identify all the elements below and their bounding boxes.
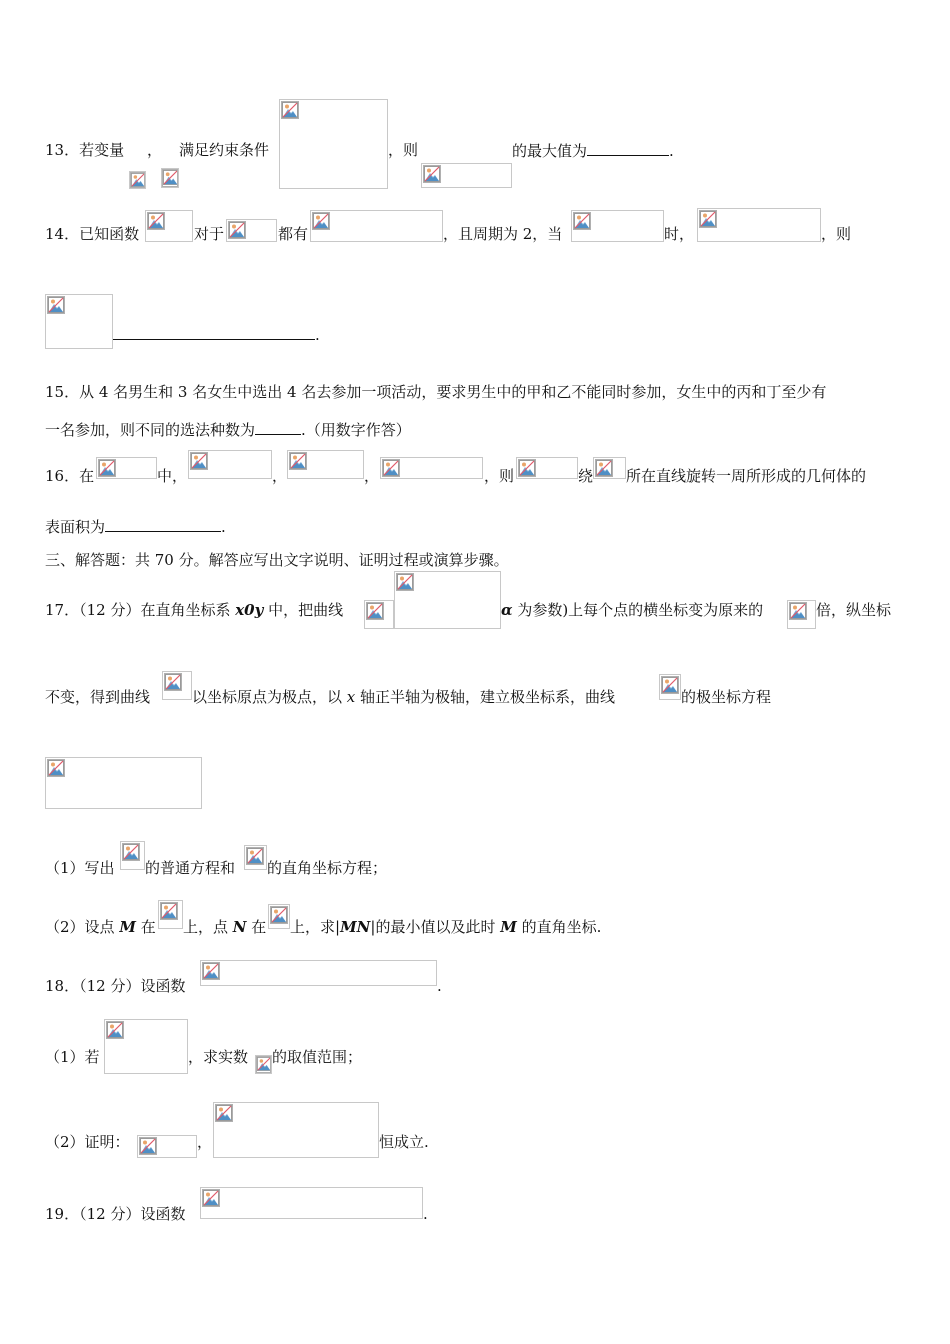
broken-image-icon — [699, 210, 717, 228]
broken-image-icon — [98, 459, 116, 477]
formula-image — [45, 294, 113, 349]
q13-comma: ， — [147, 141, 163, 159]
broken-image-icon — [147, 212, 165, 230]
q14-text-all: 都有 — [278, 225, 309, 243]
formula-image — [787, 600, 816, 629]
broken-image-icon — [139, 1137, 157, 1155]
broken-image-icon — [789, 602, 807, 620]
broken-image-icon — [518, 459, 536, 477]
q13-number: 13． — [45, 141, 80, 159]
formula-image — [268, 904, 290, 929]
formula-image — [244, 845, 267, 870]
formula-image — [421, 163, 512, 188]
formula-image — [96, 457, 157, 479]
broken-image-icon — [215, 1104, 233, 1122]
formula-image — [287, 450, 364, 479]
q19-period: . — [423, 1205, 428, 1223]
q14-text-then: ，则 — [821, 225, 852, 243]
broken-image-icon — [366, 602, 384, 620]
q17-text-param: α 为参数)上每个点的横坐标变为原来的 — [501, 601, 764, 619]
q17-part2-c: 上，求|MN|的最小值以及此时 M 的直角坐标. — [290, 918, 602, 936]
broken-image-icon — [382, 459, 400, 477]
formula-image — [380, 457, 483, 479]
q13-text-then: ，则 — [388, 141, 419, 159]
q14-number: 14． — [45, 225, 80, 243]
broken-image-icon — [396, 573, 414, 591]
q17-part1-b: 的普通方程和 — [145, 859, 236, 877]
formula-image — [394, 571, 501, 629]
formula-image — [200, 960, 437, 986]
broken-image-icon — [661, 676, 679, 694]
broken-image-icon — [190, 452, 208, 470]
broken-image-icon — [423, 165, 441, 183]
q17-text-polar: 的极坐标方程 — [681, 688, 772, 706]
formula-image — [200, 1187, 423, 1219]
q19-number: 19． — [45, 1205, 80, 1223]
q13-text-constraint: 满足约束条件 — [179, 141, 270, 159]
broken-image-icon — [281, 101, 299, 119]
q18-part2-comma: ， — [197, 1133, 213, 1151]
q18-part1-b: ，求实数 — [188, 1048, 249, 1066]
broken-image-icon — [47, 296, 65, 314]
q16-text-rotate: 所在直线旋转一周所形成的几何体的 — [626, 467, 867, 485]
q17-line2: 不变，得到曲线 — [45, 688, 151, 706]
formula-image — [571, 210, 664, 242]
q18-period: . — [437, 977, 442, 995]
q14-text-when: 时， — [664, 225, 695, 243]
q14-answer-line: . — [113, 325, 320, 344]
formula-image — [213, 1102, 379, 1158]
q18-part1-c: 的取值范围； — [272, 1048, 363, 1066]
formula-image — [137, 1135, 197, 1158]
broken-image-icon — [162, 169, 178, 187]
formula-image — [593, 457, 626, 479]
q16-line2: 表面积为 . — [45, 518, 226, 536]
formula-image — [659, 674, 681, 700]
q13-text-max: 的最大值为 . — [512, 142, 674, 160]
q17-line1: 17．（12 分）在直角坐标系 x0y 中，把曲线 — [45, 601, 344, 619]
formula-image — [697, 208, 821, 242]
answer-blank — [587, 141, 669, 156]
q18-part1: （1）若 — [45, 1048, 100, 1066]
formula-image — [161, 168, 179, 188]
q16-text-then: ，则 — [484, 467, 515, 485]
formula-image — [158, 900, 183, 929]
formula-image — [45, 757, 202, 809]
broken-image-icon — [202, 962, 220, 980]
answer-blank — [255, 420, 301, 435]
q17-part2: （2）设点 M 在 — [45, 918, 156, 936]
q17-part1-c: 的直角坐标方程； — [267, 859, 388, 877]
answer-blank — [113, 325, 315, 340]
q16-text-around: 绕 — [578, 467, 594, 485]
q16-comma: ， — [272, 467, 288, 485]
q17-line2-b: 以坐标原点为极点，以 x 轴正半轴为极轴，建立极坐标系，曲线 — [192, 688, 616, 706]
q16-line: 16．在 — [45, 467, 95, 485]
formula-image — [188, 450, 272, 479]
q14-text-period: ，且周期为 2，当 — [443, 225, 563, 243]
q18-number: 18． — [45, 977, 80, 995]
q16-text-in: 中， — [157, 467, 188, 485]
answer-blank — [105, 517, 221, 532]
q18-part2-c: 恒成立. — [379, 1133, 429, 1151]
q14-line: 14．已知函数 — [45, 225, 140, 243]
q16-number: 16． — [45, 467, 80, 485]
broken-image-icon — [122, 843, 140, 861]
broken-image-icon — [130, 172, 145, 188]
broken-image-icon — [246, 847, 264, 865]
broken-image-icon — [106, 1021, 124, 1039]
broken-image-icon — [270, 906, 288, 924]
q14-text-for: 对于 — [194, 225, 225, 243]
q17-part2-b: 上，点 N 在 — [183, 918, 267, 936]
formula-image — [279, 99, 388, 189]
broken-image-icon — [289, 452, 307, 470]
q18-line1: 18．（12 分）设函数 — [45, 977, 186, 995]
formula-image — [255, 1055, 272, 1074]
q16-comma: ， — [364, 467, 380, 485]
q13-line: 13．若变量 — [45, 141, 125, 159]
formula-image — [310, 210, 443, 242]
q17-number: 17． — [45, 601, 80, 619]
broken-image-icon — [256, 1056, 271, 1073]
broken-image-icon — [47, 759, 65, 777]
q19-line1: 19．（12 分）设函数 — [45, 1205, 186, 1223]
q17-text-times: 倍，纵坐标 — [816, 601, 892, 619]
formula-image — [364, 600, 394, 629]
broken-image-icon — [164, 673, 182, 691]
broken-image-icon — [160, 902, 178, 920]
q17-part1: （1）写出 — [45, 859, 115, 877]
formula-image — [226, 219, 277, 242]
section-heading: 三、解答题：共 70 分。解答应写出文字说明、证明过程或演算步骤。 — [45, 551, 509, 569]
broken-image-icon — [228, 221, 246, 239]
q15-line2: 一名参加，则不同的选法种数为 .（用数字作答） — [45, 421, 411, 439]
broken-image-icon — [202, 1189, 220, 1207]
formula-image — [129, 171, 146, 189]
broken-image-icon — [312, 212, 330, 230]
q15-line1: 15．从 4 名男生和 3 名女生中选出 4 名去参加一项活动，要求男生中的甲和乙不能同时参加，女生中的丙和丁至少有 — [45, 383, 827, 401]
formula-image — [516, 457, 578, 479]
formula-image — [120, 841, 145, 870]
broken-image-icon — [573, 212, 591, 230]
formula-image — [145, 210, 193, 242]
formula-image — [104, 1019, 188, 1074]
broken-image-icon — [595, 459, 613, 477]
formula-image — [162, 671, 192, 700]
q18-part2: （2）证明： — [45, 1133, 130, 1151]
